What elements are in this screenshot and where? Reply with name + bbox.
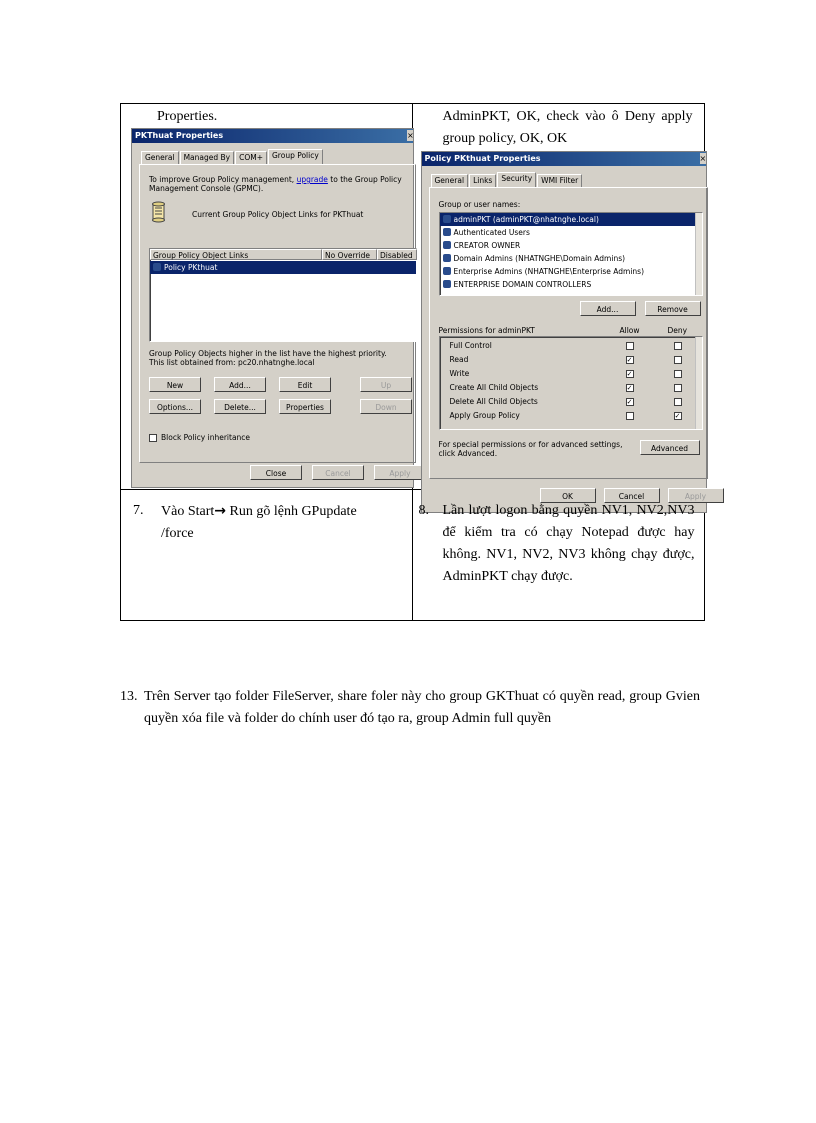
- tab-security[interactable]: Security: [497, 172, 536, 187]
- perm-name: Apply Group Policy: [449, 411, 520, 420]
- cell-step6-right: [413, 104, 707, 501]
- ok-button[interactable]: OK: [540, 488, 596, 503]
- user-group-icon: [443, 280, 451, 288]
- users-scrollbar[interactable]: [695, 213, 702, 295]
- user-group-icon: [443, 241, 451, 249]
- permissions-scrollbar[interactable]: [695, 337, 702, 429]
- caption-deny-policy: AdminPKT, OK, check vào ô Deny apply group policy, OK, OK: [442, 109, 693, 146]
- user-row[interactable]: Domain Admins (NHATNGHE\Domain Admins): [440, 252, 702, 265]
- item13-paragraph: [120, 686, 700, 730]
- deny-checkbox[interactable]: [674, 384, 682, 392]
- block-inheritance-checkbox[interactable]: [149, 434, 157, 442]
- step8-text: Lần lượt logon bằng quyền NV1, NV2,NV3 để kiểm tra có chạy Notepad được hay không. NV1, NV2, NV3 không chạy được, AdminPKT chạy được.: [442, 503, 695, 584]
- step7-number: 7.: [133, 503, 144, 518]
- perm-name: Delete All Child Objects: [449, 397, 538, 406]
- user-row[interactable]: adminPKT (adminPKT@nhatnghe.local): [440, 213, 702, 226]
- allow-header: Allow: [619, 326, 640, 335]
- group-user-label: Group or user names:: [438, 200, 521, 209]
- step8-number: 8.: [418, 503, 429, 518]
- col-header-disabled[interactable]: Disabled: [377, 249, 417, 260]
- tab-group-policy[interactable]: Group Policy: [268, 149, 323, 164]
- policy-pkthuat-properties-dialog: [421, 151, 707, 513]
- add-button[interactable]: Add...: [214, 377, 266, 392]
- tab-com[interactable]: COM+: [235, 151, 267, 164]
- priority-note: Group Policy Objects higher in the list have the highest priority.: [149, 349, 387, 358]
- current-links-label: Current Group Policy Object Links for PKThuat: [192, 210, 364, 219]
- deny-checkbox[interactable]: [674, 398, 682, 406]
- scroll-icon: [150, 201, 167, 223]
- allow-checkbox[interactable]: [626, 384, 634, 392]
- col-header-override[interactable]: No Override: [322, 249, 377, 260]
- advanced-button[interactable]: Advanced: [640, 440, 700, 455]
- tab-links[interactable]: Links: [469, 174, 496, 187]
- cell-step7: [121, 490, 412, 620]
- step7-text: Vào Start→ Run gõ lệnh GPupdate /force: [161, 503, 357, 541]
- tab-managed-by[interactable]: Managed By: [180, 151, 235, 164]
- up-button[interactable]: Up: [360, 377, 412, 392]
- allow-checkbox[interactable]: [626, 342, 634, 350]
- allow-checkbox[interactable]: [626, 370, 634, 378]
- options-button[interactable]: Options...: [149, 399, 201, 414]
- deny-header: Deny: [667, 326, 688, 335]
- obtained-from: This list obtained from: pc20.nhatnghe.local: [149, 358, 315, 367]
- arrow-right-icon: →: [214, 503, 226, 519]
- steps-table: [120, 103, 705, 621]
- cell-step8: [413, 490, 705, 620]
- close-button[interactable]: Close: [250, 465, 302, 480]
- deny-checkbox[interactable]: [674, 370, 682, 378]
- remove-button[interactable]: Remove: [645, 301, 701, 316]
- close-icon[interactable]: ×: [699, 154, 707, 163]
- user-group-icon: [443, 267, 451, 275]
- advanced-note-line2: click Advanced.: [438, 449, 498, 458]
- add-button[interactable]: Add...: [580, 301, 636, 316]
- perm-name: Create All Child Objects: [449, 383, 539, 392]
- allow-checkbox[interactable]: [626, 356, 634, 364]
- pkthuat-properties-dialog: [131, 128, 414, 488]
- cancel-button[interactable]: Cancel: [312, 465, 364, 480]
- tab-general[interactable]: General: [141, 151, 179, 164]
- perm-name: Read: [449, 355, 469, 364]
- user-row[interactable]: ENTERPRISE DOMAIN CONTROLLERS: [440, 278, 702, 291]
- intro-text: To improve Group Policy management, upgrade to the Group Policy: [149, 175, 402, 184]
- gpo-row-policy-pkthuat[interactable]: Policy PKthuat: [150, 261, 416, 274]
- deny-checkbox[interactable]: [674, 412, 682, 420]
- group-policy-panel: [139, 164, 416, 463]
- user-group-icon: [443, 215, 451, 223]
- cancel-button[interactable]: Cancel: [604, 488, 660, 503]
- dialog-title: PKThuat Properties: [132, 129, 413, 143]
- deny-checkbox[interactable]: [674, 342, 682, 350]
- edit-button[interactable]: Edit: [279, 377, 331, 392]
- col-header-links[interactable]: Group Policy Object Links: [150, 249, 322, 260]
- gpo-links-list[interactable]: [149, 248, 417, 342]
- cell-step6-left: [121, 104, 412, 489]
- user-row[interactable]: Enterprise Admins (NHATNGHE\Enterprise Admins): [440, 265, 702, 278]
- permissions-list: [439, 336, 703, 430]
- apply-button[interactable]: Apply: [668, 488, 724, 503]
- down-button[interactable]: Down: [360, 399, 412, 414]
- permissions-label: Permissions for adminPKT: [438, 326, 535, 335]
- user-row[interactable]: Authenticated Users: [440, 226, 702, 239]
- user-group-icon: [443, 228, 451, 236]
- dialog-title: Policy PKthuat Properties: [422, 152, 706, 166]
- deny-checkbox[interactable]: [674, 356, 682, 364]
- block-inheritance-label: Block Policy inheritance: [161, 433, 251, 442]
- delete-button[interactable]: Delete...: [214, 399, 266, 414]
- caption-properties: Properties.: [157, 109, 218, 124]
- gpo-icon: [153, 263, 161, 271]
- security-panel: [429, 187, 708, 479]
- apply-button[interactable]: Apply: [374, 465, 426, 480]
- new-button[interactable]: New: [149, 377, 201, 392]
- item13-text: Trên Server tạo folder FileServer, share foler này cho group GKThuat có quyền read, group Gvien quyền xóa file và folder do chính user đó tạo ra, group Admin full quyền: [144, 689, 700, 726]
- close-icon[interactable]: ×: [407, 131, 414, 140]
- upgrade-link[interactable]: upgrade: [296, 175, 328, 184]
- intro-text-line2: Management Console (GPMC).: [149, 184, 264, 193]
- tab-general[interactable]: General: [431, 174, 469, 187]
- users-list[interactable]: [439, 212, 703, 296]
- perm-name: Full Control: [449, 341, 492, 350]
- item13-number: 13.: [120, 689, 138, 704]
- perm-name: Write: [449, 369, 470, 378]
- allow-checkbox[interactable]: [626, 398, 634, 406]
- tab-wmi-filter[interactable]: WMI Filter: [537, 174, 582, 187]
- user-group-icon: [443, 254, 451, 262]
- user-row[interactable]: CREATOR OWNER: [440, 239, 702, 252]
- properties-button[interactable]: Properties: [279, 399, 331, 414]
- advanced-note: For special permissions or for advanced settings,: [438, 440, 623, 449]
- allow-checkbox[interactable]: [626, 412, 634, 420]
